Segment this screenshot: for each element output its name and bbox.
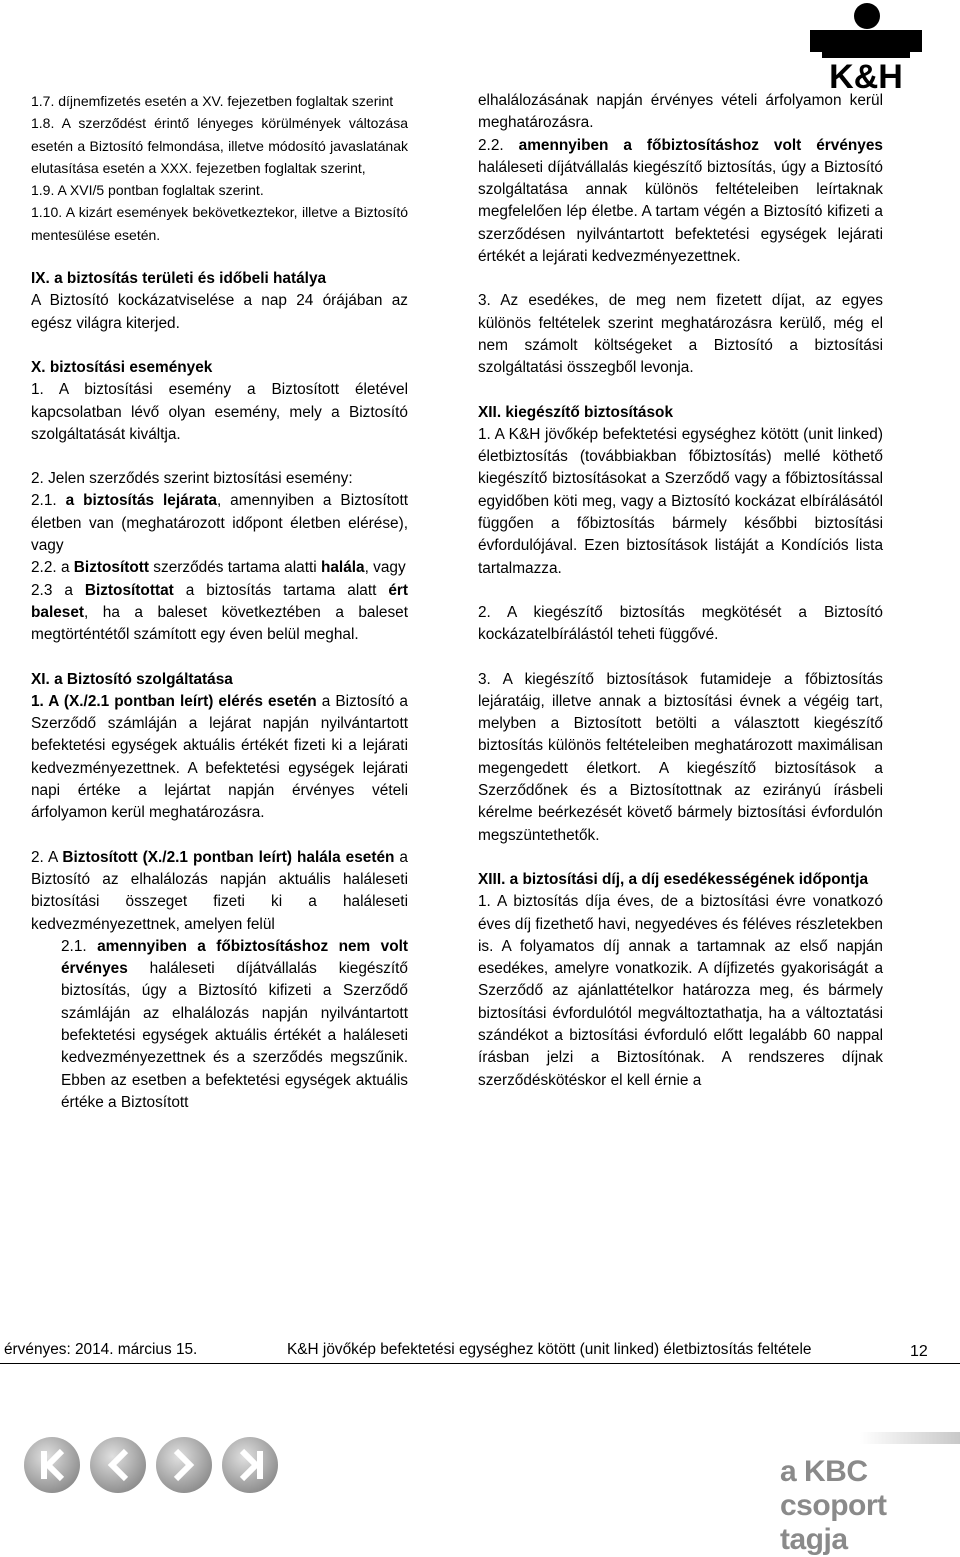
paragraph: 2.2. amennyiben a főbiztosításhoz volt érvényes haláleseti díjátvállalás kiegészítő biztosítás, úgy a Biztosító szolgáltatása annak különös feltételeiben leírtaknak megfelelően lép életbe. A tartam végén a Biztosító kifizeti a szerződésen nyilvántartott befektetési egységek lejárati értékét a lejárati kedvezményezettnek. — [478, 136, 883, 266]
right-column — [478, 90, 883, 1092]
paragraph: elhalálozásának napján érvényes vételi árfolyamon kerül meghatározásra. — [478, 92, 883, 132]
section-ix-title: IX. a biztosítás területi és időbeli hatálya — [31, 270, 327, 288]
paragraph: 2.1. amennyiben a főbiztosításhoz nem volt érvényes haláleseti díjátvállalás kiegészítő biztosítás, úgy a Biztosító kifizeti a Szerződő számláján az elhalálozás napján nyilvántartott befektetési egységek aktuális értékét a haláleseti kedvezményezettnek és a szerződés megszűnik. Ebben az esetben a befektetési egységek aktuális értéke a Biztosított — [61, 937, 408, 1111]
section-ix-text: A Biztosító kockázatviselése a nap 24 órájában az egész világra kiterjed. — [31, 292, 408, 332]
list-item: 1.10. A kizárt események bekövetkeztekor, illetve a Biztosító mentesülése esetén. — [31, 204, 408, 243]
paragraph: 3. Az esedékes, de meg nem fizetett díjat, az egyes különös feltételek szerint meghatározásra kerülő, még el nem számolt költségeket a Biztosító a biztosítási szolgáltatási összegből levonja. — [478, 292, 883, 377]
paragraph: 1. A biztosítási esemény a Biztosított életével kapcsolatban lévő olyan esemény, mely a Biztosító szolgáltatását kiváltja. — [31, 381, 408, 443]
list-item: 1.7. díjnemfizetés esetén a XV. fejezetben foglaltak szerint — [31, 93, 394, 109]
next-page-icon[interactable] — [156, 1437, 212, 1493]
page-number: 12 — [910, 1343, 928, 1360]
paragraph: 1. A (X./2.1 pontban leírt) elérés esetén a Biztosító a Szerződő számláján a lejárat napján nyilvántartott befektetési egységek aktuális értékét fizeti ki a lejárati kedvezményezettnek. A befektetési egységek lejárati napi értéke a lejártat napján érvényes vételi árfolyamon kerül meghatározásra. — [31, 692, 408, 822]
paragraph: 1. A K&H jövőkép befektetési egységhez kötött (unit linked) életbiztosítás (továbbiakban főbiztosítás) mellé köthető kiegészítő biztosításokat a Szerződő vagy a főbiztosítással egyidőben köti meg, vagy a Biztosító kockázat elbírálásától függően a főbiztosítás bármely későbbi biztosítási évfordulójával. Ezen biztosítások listáját a Kondíciós lista tartalmazza. — [478, 425, 883, 577]
page-footer — [0, 1341, 960, 1367]
left-column — [31, 90, 408, 1114]
first-page-icon[interactable] — [24, 1437, 80, 1493]
list-item: 1.8. A szerződést érintő lényeges körülmények változása esetén a Biztosító felmondása, illetve módosító javaslatának elutasítása esetén a XXX. fejezetben foglaltak szerint, — [31, 115, 408, 176]
logo-text: K&H — [829, 58, 903, 90]
paragraph: 2.1. a biztosítás lejárata, amennyiben a Biztosított életben van (meghatározott időpont életben elérése), vagy — [31, 492, 409, 555]
paragraph: 2.3 a Biztosítottat a biztosítás tartama alatt ért baleset, ha a baleset következtében a baleset megtörténtétől számított egy éven belül meghal. — [31, 581, 408, 644]
list-item: 1.9. A XVI/5 pontban foglaltak szerint. — [31, 182, 264, 199]
paragraph: 2. Jelen szerződés szerint biztosítási esemény: — [31, 470, 353, 488]
kbc-group-tagline: a KBC csoport tagja — [780, 1455, 887, 1556]
paragraph: 3. A kiegészítő biztosítások futamideje a főbiztosítás lejáratáig, illetve annak a biztosítási évnek a végéig tart, melyben a Biztosított betölti a választott kiegészítő biztosítás különös feltételeiben meghatározott maximálisan megengedett életkort. A kiegészítő biztosítások a Szerződőnek és a Biztosítottnak az ezirányú írásbeli kérelme beérkezését követő bármely biztosítási évfordulón megszüntethetők. — [478, 670, 883, 844]
paragraph: 1. A biztosítás díja éves, de a biztosítási évre vonatkozó éves díj fizethető havi, negyedéves és féléves részletekben is. A folyamatos díj annak a tartamnak az első napján esedékes, amelyre vonatkozik. A díjfizetés gyakoriságát a Szerződő az ajánlattételkor határozza meg, és bármely biztosítási évfordulótól megváltoztathatja, ha a változtatási szándékot a biztosítási évforduló előtt legalább 60 nappal írásban jelzi a Biztosítónak. A rendszeres díjnak szerződéskötéskor el kell érnie a — [478, 893, 883, 1089]
paragraph: 2. A Biztosított (X./2.1 pontban leírt) halála esetén a Biztosító az elhalálozás napján aktuális haláleseti biztosítási összeget fizeti ki a haláleseti kedvezményezettnek, amelyen felül — [31, 848, 408, 933]
section-xiii-title: XIII. a biztosítási díj, a díj esedékességének időpontja — [478, 870, 869, 888]
termination-list — [31, 90, 408, 246]
kbc-bar — [860, 1432, 960, 1444]
last-page-icon[interactable] — [222, 1437, 278, 1493]
section-x-title: X. biztosítási események — [31, 358, 213, 376]
validity-date: érvényes: 2014. március 15. — [4, 1341, 198, 1358]
section-xi-title: XI. a Biztosító szolgáltatása — [31, 670, 233, 688]
previous-page-icon[interactable] — [90, 1437, 146, 1493]
navigation-icons — [20, 1425, 300, 1503]
section-xii-title: XII. kiegészítő biztosítások — [478, 403, 673, 421]
paragraph: 2.2. a Biztosított szerződés tartama alatti halála, vagy — [31, 559, 406, 577]
document-title: K&H jövőkép befektetési egységhez kötött (unit linked) életbiztosítás feltétele — [287, 1341, 812, 1358]
kh-logo — [810, 2, 922, 90]
footer-rule — [0, 1363, 960, 1364]
paragraph: 2. A kiegészítő biztosítás megkötését a Biztosító kockázatelbírálástól teheti függővé. — [478, 603, 883, 644]
